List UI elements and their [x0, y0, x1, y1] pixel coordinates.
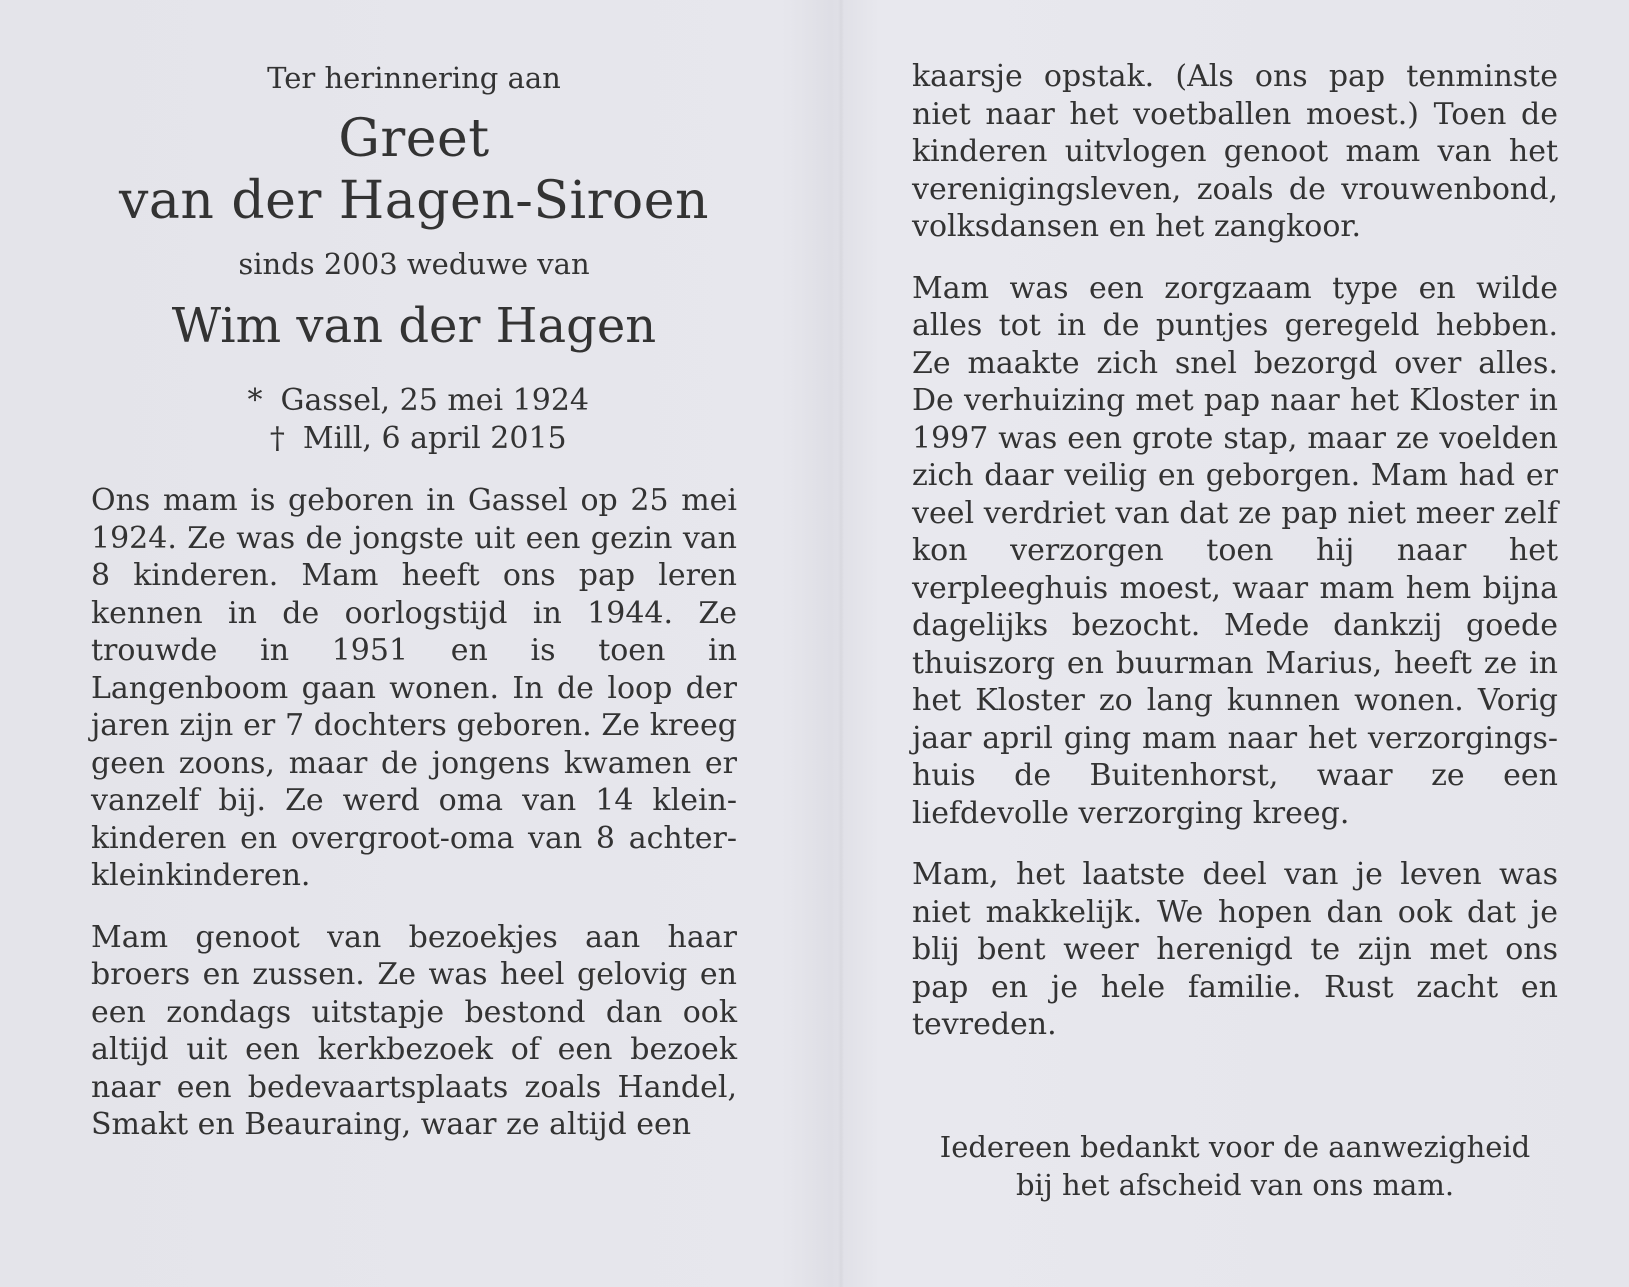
- center-fold: [838, 0, 844, 1287]
- biography-paragraph-4: Mam was een zorgzaam type en wilde alles tot in de puntjes geregeld hebben. Ze maakte zich snel bezorgd over alles. De verhuizing met pap naar het Kloster in 1997 was een grote stap, maar ze voelden zich daar veilig en geborgen. Mam had er veel verdriet van dat ze pap niet meer zelf kon verzorgen toen hij naar het verpleeghuis moest, waar mam hem bijna dagelijks bezocht. Mede dankzij goede thuiszorg en buurman Marius, heeft ze in het Kloster zo lang kunnen wonen. Vorig jaar april ging mam naar het verzorgings-huis de Buitenhorst, waar ze een liefdevolle verzorging kreeg.: [912, 270, 1558, 831]
- birth-star-icon: *: [247, 383, 263, 418]
- death-line: [91, 420, 737, 458]
- thanks-line-1: Iedereen bedankt voor de aanwezigheid: [939, 1130, 1531, 1164]
- thanks-block: [912, 1128, 1558, 1204]
- husband-name: Wim van der Hagen: [171, 298, 657, 354]
- biography-paragraph-1: Ons mam is geboren in Gassel op 25 mei 1924. Ze was de jongste uit een gezin van 8 kinderen. Mam heeft ons pap leren kennen in de oorlogstijd in 1944. Ze trouwde in 1951 en is toen in Langenboom gaan wonen. In de loop der jaren zijn er 7 dochters geboren. Ze kreeg geen zoons, maar de jongens kwamen er vanzelf bij. Ze werd oma van 14 klein-kinderen en overgroot-oma van 8 achter-kleinkinderen.: [91, 483, 737, 893]
- birth-date: Gassel, 25 mei 1924: [280, 383, 589, 418]
- intro-text: Ter herinnering aan: [267, 61, 561, 95]
- biography-paragraph-3: kaarsje opstak. (Als ons pap tenminste niet naar het voetballen moest.) Toen de kinderen uitvlogen genoot mam van het verenigingsleven, zoals de vrouwenbond, volksdansen en het zangkoor.: [912, 59, 1558, 244]
- widow-since-text: sinds 2003 weduwe van: [238, 247, 590, 281]
- death-cross-icon: †: [269, 421, 285, 456]
- life-dates: [91, 382, 737, 458]
- deceased-first-name: Greet: [338, 109, 490, 169]
- death-date: Mill, 6 april 2015: [302, 421, 567, 456]
- right-panel: [912, 58, 1558, 1044]
- deceased-full-name: van der Hagen-Siroen: [119, 171, 709, 231]
- left-panel: [91, 58, 737, 1144]
- biography-paragraph-5: Mam, het laatste deel van je leven was niet makkelijk. We hopen dan ook dat je blij bent weer herenigd te zijn met ons pap en je hele familie. Rust zacht en tevreden.: [912, 857, 1558, 1042]
- biography-paragraph-2: Mam genoot van bezoekjes aan haar broers en zussen. Ze was heel gelovig en een zondags uitstapje bestond dan ook altijd uit een kerkbezoek of een bezoek naar een bedevaartsplaats zoals Handel, Smakt en Beauraing, waar ze altijd een: [91, 919, 737, 1142]
- thanks-line-2: bij het afscheid van ons mam.: [1015, 1168, 1455, 1202]
- birth-line: [91, 382, 737, 420]
